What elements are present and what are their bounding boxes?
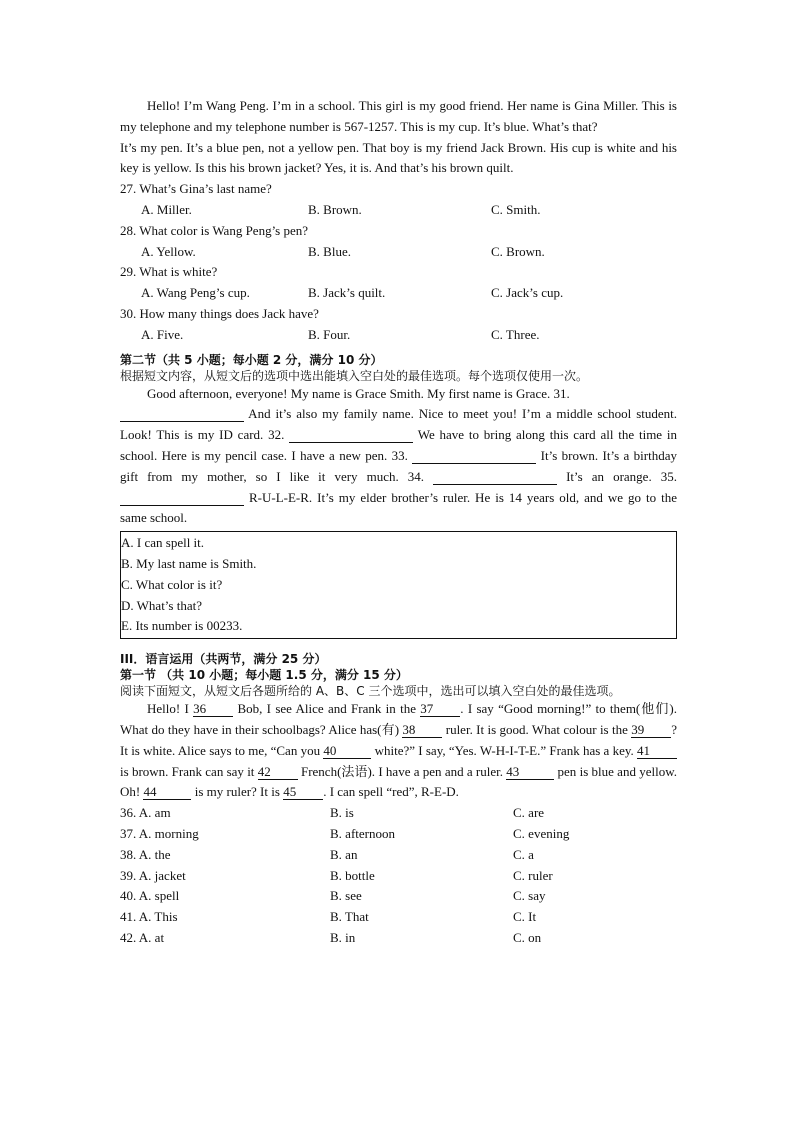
exam-page [120,96,677,949]
choice-b: B. afternoon [330,825,395,841]
passage-text: French(法语). I have a pen and a ruler. [297,763,507,779]
choice-row-37 [120,824,677,845]
reading-paragraph-2: It’s my pen. It’s a blue pen, not a yellow pen. That boy is my friend Jack Brown. His cup is white and his key is yellow. Is this his brown jacket? Yes, it is. And that’s his brown quilt. [120,139,677,176]
choice-list [120,803,677,949]
choice-c: C. a [513,846,534,862]
blank-32[interactable] [289,428,413,443]
option-item: B. My last name is Smith. [121,555,257,571]
blank-35[interactable] [120,491,244,506]
choice-c: C. It [513,909,537,925]
part-3-title: III．语言运用（共两节，满分 25 分） [120,652,327,667]
question-text: 30. How many things does Jack have? [120,305,319,321]
blank-33[interactable] [412,449,536,464]
passage-text: is my ruler? It is [191,784,284,800]
question-29 [120,262,677,304]
choice-a: 42. A. at [120,929,165,945]
option-item: D. What’s that? [121,597,202,613]
option-b: B. Four. [308,326,351,342]
answer-options [120,283,677,304]
choice-a: 39. A. jacket [120,867,186,883]
option-c: C. Smith. [491,201,541,217]
blank-45[interactable]: 45 [283,785,323,800]
answer-options [120,242,677,263]
options-box [120,531,677,639]
option-b: B. Blue. [308,243,351,259]
option-item: E. Its number is 00233. [121,618,243,634]
choice-c: C. on [513,929,542,945]
choice-b: B. an [330,846,358,862]
option-b: B. Brown. [308,201,362,217]
choice-a: 38. A. the [120,846,171,862]
blank-44[interactable]: 44 [143,785,191,800]
section-2-instruction: 根据短文内容，从短文后的选项中选出能填入空白处的最佳选项。每个选项仅使用一次。 [120,368,589,383]
question-28 [120,221,677,263]
passage-text: is brown. Frank can say it [120,763,258,779]
answer-options [120,325,677,346]
choice-b: B. bottle [330,867,375,883]
passage-text: ? It is white. Alice says to me, “Can you [120,721,677,758]
section-2-heading: 第二节（共 5 小题；每小题 2 分，满分 10 分） [120,352,383,367]
passage-text: We have to bring along this card all the time in school. Here is my pencil case. I have a new pen. 33. [120,427,677,463]
passage-text: white?” I say, “Yes. W-H-I-T-E.” Frank has a key. [371,742,637,758]
passage-text: . I can spell “red”, R-E-D. [323,784,459,800]
blank-40[interactable]: 40 [323,744,371,759]
part-3-instruction: 阅读下面短文，从短文后各题所给的 A、B、C 三个选项中，选出可以填入空白处的最佳选项。 [120,684,621,699]
passage-text: Good afternoon, everyone! My name is Grace Smith. My first name is Grace. 31. [147,385,570,401]
passage-text: ruler. It is good. What colour is the [442,721,632,737]
option-a: A. Miller. [141,201,192,217]
part-3-section-1-heading: 第一节 （共 10 小题；每小题 1.5 分，满分 15 分） [120,668,408,683]
question-30 [120,304,677,346]
choice-row-40 [120,886,677,907]
passage-text: Hello! I [147,701,194,717]
answer-options [120,200,677,221]
passage-text: And it’s also my family name. Nice to meet you! I’m a middle school student. Look! This is my ID card. 32. [120,406,677,443]
choice-b: B. see [330,888,362,904]
question-27 [120,179,677,221]
blank-34[interactable] [433,470,557,485]
question-text: 29. What is white? [120,264,218,280]
option-item: A. I can spell it. [121,535,205,551]
choice-row-36 [120,803,677,824]
option-a: A. Wang Peng’s cup. [141,285,250,301]
passage-text: It’s brown. It’s a birthday gift from my mother, so I like it very much. 34. [120,447,677,484]
choice-b: B. in [330,929,356,945]
choice-a: 37. A. morning [120,825,199,841]
option-a: A. Five. [141,326,184,342]
question-text: 28. What color is Wang Peng’s pen? [120,222,309,238]
choice-row-41 [120,907,677,928]
choice-c: C. ruler [513,867,553,883]
option-c: C. Brown. [491,243,545,259]
blank-42[interactable]: 42 [258,765,298,780]
passage-text: pen is blue and yellow. Oh! [120,763,678,800]
choice-a: 36. A. am [120,805,171,821]
reading-paragraph-1: Hello! I’m Wang Peng. I’m in a school. This girl is my good friend. Her name is Gina Miller. This is my telephone and my telephone number is 567-1257. This is my cup. It’s blue. What’s that? [120,98,677,134]
passage-text: Bob, I see Alice and Frank in the [233,701,421,717]
choice-a: 41. A. This [120,909,178,925]
choice-a: 40. A. spell [120,888,180,904]
passage-text: It’s an orange. 35. [557,468,677,484]
option-a: A. Yellow. [141,243,196,259]
blank-43[interactable]: 43 [506,765,554,780]
language-use-passage [120,699,677,803]
choice-c: C. evening [513,825,570,841]
passage-text: R-U-L-E-R. It’s my elder brother’s ruler. He is 14 years old, and we go to the same school. [120,489,677,526]
blank-41[interactable]: 41 [637,744,677,759]
option-c: C. Three. [491,326,540,342]
option-c: C. Jack’s cup. [491,285,564,301]
question-text: 27. What’s Gina’s last name? [120,181,272,197]
choice-c: C. are [513,805,545,821]
choice-row-38 [120,845,677,866]
option-b: B. Jack’s quilt. [308,285,386,301]
choice-b: B. is [330,805,354,821]
choice-row-42 [120,928,677,949]
blank-36[interactable]: 36 [193,702,233,717]
cloze-passage [120,384,677,530]
blank-38[interactable]: 38 [402,723,442,738]
choice-c: C. say [513,888,546,904]
blank-37[interactable]: 37 [420,702,460,717]
option-item: C. What color is it? [121,576,223,592]
choice-row-39 [120,866,677,887]
blank-31[interactable] [120,407,244,422]
choice-b: B. That [330,909,369,925]
blank-39[interactable]: 39 [631,723,671,738]
passage-text: . I say “Good morning!” to them(他们). What do they have in their schoolbags? Alice has(有) [120,701,677,737]
